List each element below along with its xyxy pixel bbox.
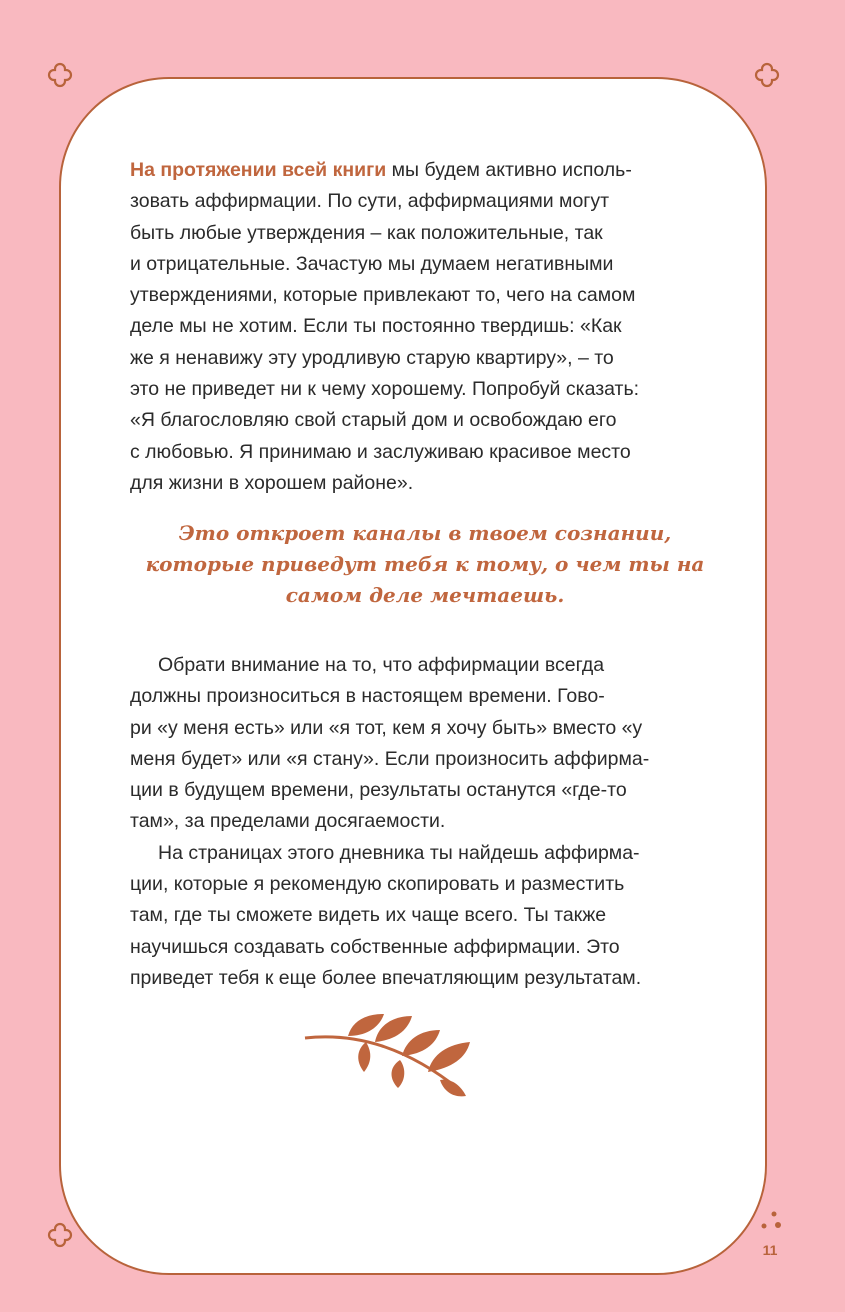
flower-corner-icon bbox=[752, 60, 782, 90]
leaf-branch-icon bbox=[300, 1010, 500, 1105]
page-number: 11 bbox=[762, 1242, 778, 1258]
dots-icon bbox=[758, 1210, 782, 1234]
paragraph-intro: На протяжении всей книги мы будем активно исполь- зовать аффирмации. По сути, аффирмациями могут быть любые утверждения – как положительные, так и отрицательные. Зачастую мы думаем негативными утверждениями, которые привлекают то, чего на самом деле мы не хотим. Если ты постоянно твердишь: «Как же я ненавижу эту уродливую старую квартиру», – то это не приведет ни к чему хорошему. Попробуй сказать: «Я благословляю свой старый дом и освобождаю его с любовью. Я принимаю и заслуживаю красивое место для жизни в хорошем районе». bbox=[130, 159, 640, 494]
highlight-quote: Это откроет каналы в твоем сознании, которые приведут тебя к тому, о чем ты на самом деле мечтаешь. bbox=[145, 521, 705, 607]
lead-phrase: На протяжении всей книги bbox=[130, 159, 387, 181]
paragraph-present-tense: Обрати внимание на то, что аффирмации всегда должны произноситься в настоящем времени. Гово- ри «у меня есть» или «я тот, кем я хочу быть» вместо «у меня будет» или «я стану». Если произносить аффирма- ции в будущем времени, результаты останутся «где-то там», за пределами досягаемости. bbox=[130, 654, 650, 833]
flower-corner-icon bbox=[45, 1220, 75, 1250]
paragraph-journal: На страницах этого дневника ты найдешь аффирма- ции, которые я рекомендую скопировать и разместить там, где ты сможете видеть их чаще всего. Ты также научишься создавать собственные аффирмации. Это приведет тебя к еще более впечатляющим результатам. bbox=[130, 841, 642, 989]
paragraph-body bbox=[130, 650, 720, 994]
flower-corner-icon bbox=[45, 60, 75, 90]
